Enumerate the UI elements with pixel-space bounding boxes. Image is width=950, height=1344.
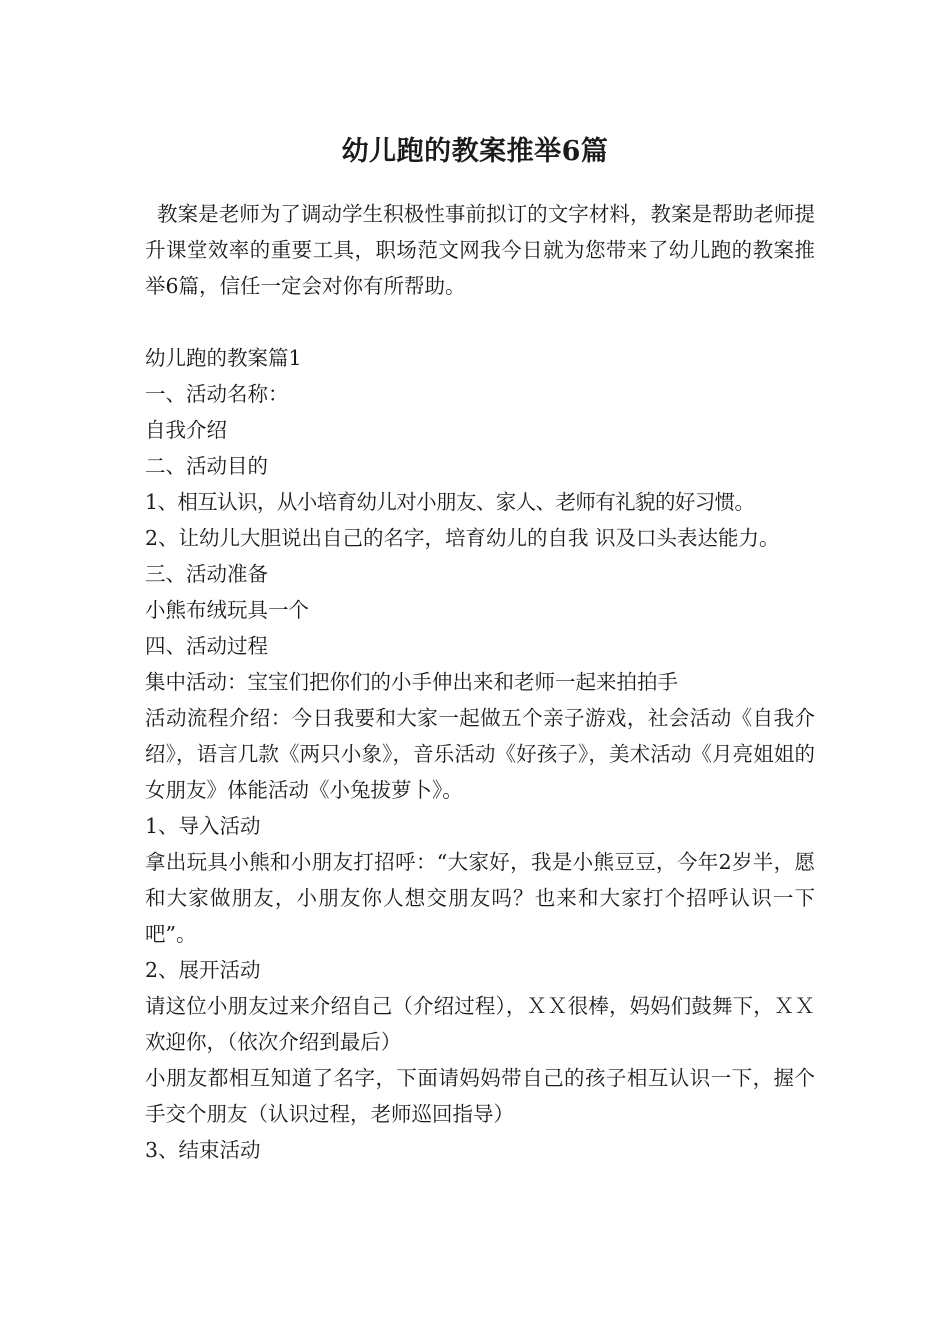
paragraph: 三、活动准备: [145, 562, 268, 586]
paragraph: 小朋友都相互知道了名字，下面请妈妈带自己的孩子相互认识一下，握个手交个朋友（认识过程，老师巡回指导）: [145, 1066, 815, 1126]
paragraph: 自我介绍: [145, 418, 227, 442]
paragraph: 二、活动目的: [145, 454, 268, 478]
paragraph: 活动流程介绍：今日我要和大家一起做五个亲子游戏，社会活动《自我介绍》，语言几款《两只小象》，音乐活动《好孩子》，美术活动《月亮姐姐的女朋友》体能活动《小兔拔萝卜》。: [145, 706, 815, 802]
section-heading: 幼儿跑的教案篇1: [145, 346, 302, 370]
intro-paragraph: 教案是老师为了调动学生积极性事前拟订的文字材料，教案是帮助老师提升课堂效率的重要工具，职场范文网我今日就为您带来了幼儿跑的教案推举6篇，信任一定会对你有所帮助。: [145, 202, 815, 298]
document-body: [145, 196, 815, 1168]
paragraph: 2、让幼儿大胆说出自己的名字，培育幼儿的自我 识及口头表达能力。: [145, 526, 780, 550]
paragraph-spacer: [145, 304, 815, 340]
paragraph: 小熊布绒玩具一个: [145, 598, 309, 622]
paragraph: 2、展开活动: [145, 958, 261, 982]
paragraph: 四、活动过程: [145, 634, 268, 658]
paragraph: 3、结束活动: [145, 1138, 261, 1162]
paragraph: 集中活动：宝宝们把你们的小手伸出来和老师一起来拍拍手: [145, 670, 678, 694]
paragraph: 1、相互认识，从小培育幼儿对小朋友、家人、老师有礼貌的好习惯。: [145, 490, 755, 514]
paragraph: 请这位小朋友过来介绍自己（介绍过程），ＸＸ很棒，妈妈们鼓舞下，ＸＸ欢迎你，（依次介绍到最后）: [145, 994, 815, 1054]
paragraph: 1、导入活动: [145, 814, 261, 838]
document-title: 幼儿跑的教案推举6篇: [341, 136, 609, 167]
paragraph: 拿出玩具小熊和小朋友打招呼：“大家好，我是小熊豆豆，今年2岁半，愿和大家做朋友，小朋友你人想交朋友吗？也来和大家打个招呼认识一下吧”。: [145, 850, 815, 946]
paragraph: 一、活动名称：: [145, 382, 289, 406]
